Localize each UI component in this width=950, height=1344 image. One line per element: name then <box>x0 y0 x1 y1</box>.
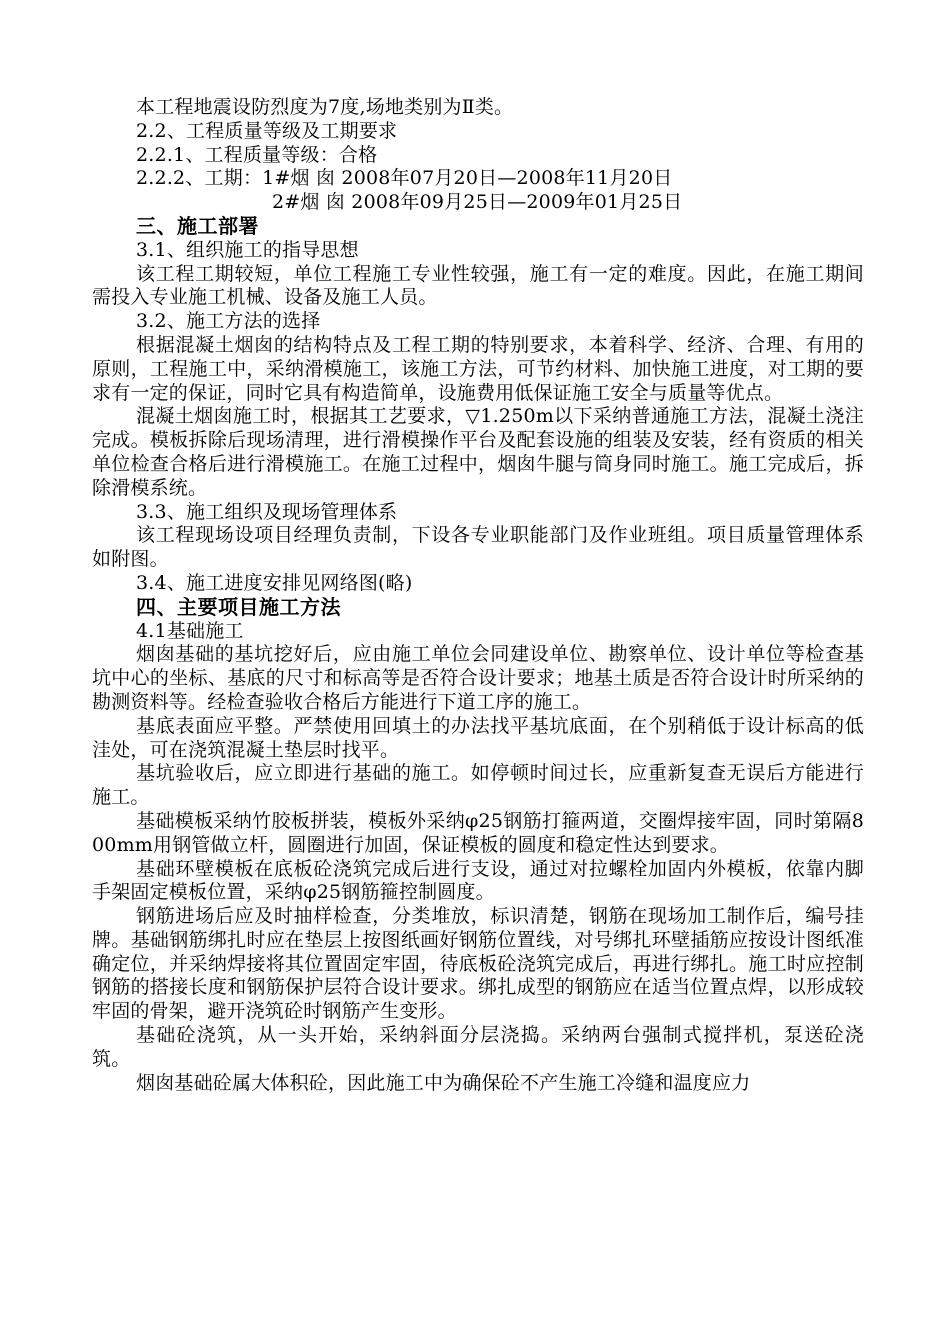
heading-section-4: 四、主要项目施工方法 <box>136 594 341 619</box>
paragraph: 基底表面应平整。严禁使用回填土的办法找平基坑底面，在个别稍低于设计标高的低洼处，可在浇筑混凝土垫层时找平。 <box>92 714 864 761</box>
subsection-3-4: 3.4、施工进度安排见网络图(略) <box>136 571 413 594</box>
paragraph: 根据混凝土烟囱的结构特点及工程工期的特别要求，本着科学、经济、合理、有用的原则，工程施工中，采纳滑模施工，该施工方法，可节约材料、加快施工进度，对工期的要求有一定的保证，同时它具有构造简单，设施费用低保证施工安全与质量等优点。 <box>92 333 864 404</box>
paragraph: 基础模板采纳竹胶板拼装，模板外采纳φ25钢筋打箍两道，交圈焊接牢固，同时第隔800mm用钢管做立杆，圆圈进行加固，保证模板的圆度和稳定性达到要求。 <box>92 809 864 856</box>
paragraph: 烟囱基础的基坑挖好后，应由施工单位会同建设单位、勘察单位、设计单位等检查基坑中心的坐标、基底的尺寸和标高等是否符合设计要求；地基土质是否符合设计时所采纳的勘测资料等。经检查验收合格后方能进行下道工序的施工。 <box>92 643 864 713</box>
paragraph: 基础砼浇筑，从一头开始，采纳斜面分层浇捣。采纳两台强制式搅拌机，泵送砼浇筑。 <box>92 1024 864 1070</box>
paragraph: 钢筋进场后应及时抽样检查，分类堆放，标识清楚，钢筋在现场加工制作后，编号挂牌。基础钢筋绑扎时应在垫层上按图纸画好钢筋位置线，对号绑扎环壁插筋应按设计图纸准确定位，并采纳焊接将其位置固定牢固，待底板砼浇筑完成后，再进行绑扎。施工时应控制钢筋的搭接长度和钢筋保护层符合设计要求。绑扎成型的钢筋应在适当位置点焊，以形成较牢固的骨架，避开浇筑砼时钢筋产生变形。 <box>92 905 864 1023</box>
paragraph: 混凝土烟囱施工时，根据其工艺要求，▽1.250m以下采纳普通施工方法，混凝土浇注完成。模板拆除后现场清理，进行滑模操作平台及配套设施的组装及安装，经有资质的相关单位检查合格后进行滑模施工。在施工过程中，烟囱牛腿与筒身同时施工。施工完成后，拆除滑模系统。 <box>92 405 864 499</box>
paragraph: 该工程现场设项目经理负责制，下设各专业职能部门及作业班组。项目质量管理体系如附图。 <box>92 524 864 571</box>
subsection-4-1: 4.1基础施工 <box>136 619 244 642</box>
subsection-3-1: 3.1、组织施工的指导思想 <box>136 238 359 261</box>
paragraph: 该工程工期较短，单位工程施工专业性较强，施工有一定的难度。因此，在施工期间需投入专业施工机械、设备及施工人员。 <box>92 262 864 309</box>
document-body <box>92 96 864 1095</box>
subsection-2-2-1: 2.2.1、工程质量等级：合格 <box>136 143 378 166</box>
heading-section-3: 三、施工部署 <box>136 213 259 238</box>
subsection-3-2: 3.2、施工方法的选择 <box>136 310 321 333</box>
paragraph: 烟囱基础砼属大体积砼，因此施工中为确保砼不产生施工冷缝和温度应力 <box>136 1071 751 1094</box>
paragraph: 基坑验收后，应立即进行基础的施工。如停顿时间过长，应重新复查无误后方能进行施工。 <box>92 762 864 809</box>
subsection-3-3: 3.3、施工组织及现场管理体系 <box>136 500 398 523</box>
paragraph: 基础环壁模板在底板砼浇筑完成后进行支设，通过对拉螺栓加固内外模板，依靠内脚手架固定模板位置，采纳φ25钢筋箍控制圆度。 <box>92 857 864 904</box>
schedule-chimney-2: 2#烟 囱 2008年09月25日—2009年01月25日 <box>272 191 683 214</box>
subsection-2-2: 2.2、工程质量等级及工期要求 <box>136 119 398 142</box>
paragraph-seismic: 本工程地震设防烈度为7度,场地类别为Ⅱ类。 <box>136 96 514 118</box>
subsection-2-2-2: 2.2.2、工期：1#烟 囱 2008年07月20日—2008年11月20日 <box>136 167 673 190</box>
